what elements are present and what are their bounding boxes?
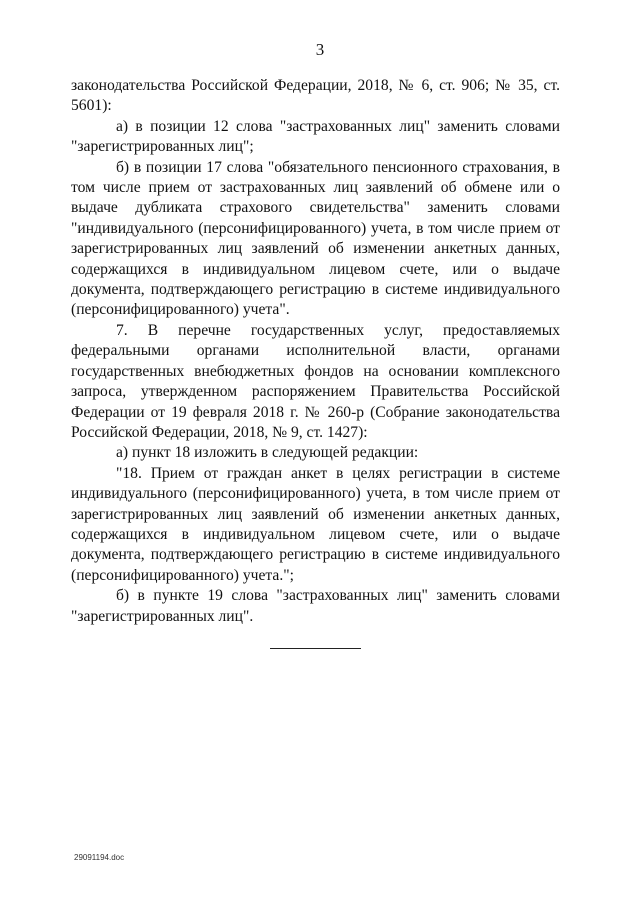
paragraph-point-18-text: "18. Прием от граждан анкет в целях регистрации в системе индивидуального (персонифицированного) учета, в том числе прием от зарегистрированных лиц заявлений об изменении анкетных данных, содержащихся в индивидуальном лицевом счете, или о выдаче документа, подтверждающего регистрацию в системе индивидуального (персонифицированного) учета.";	[71, 464, 560, 584]
paragraph-item-a-point-18: а) пункт 18 изложить в следующей редакции:	[116, 444, 419, 462]
paragraph-citation-continuation: законодательства Российской Федерации, 2018, № 6, ст. 906; № 35, ст. 5601):	[71, 77, 560, 115]
paragraph-item-b-point-19: б) в пункте 19 слова "застрахованных лиц" заменить словами "зарегистрированных лиц".	[71, 587, 560, 625]
paragraph-point-7: 7. В перечне государственных услуг, предоставляемых федеральными органами исполнительной власти, органами государственных внебюджетных фондов на основании комплексного запроса, утвержденном распоряжением Правительства Российской Федерации от 19 февраля 2018 г. № 260-р (Собрание законодательства Российской Федерации, 2018, № 9, ст. 1427):	[71, 321, 560, 441]
paragraph-item-a-position-12: а) в позиции 12 слова "застрахованных лиц" заменить словами "зарегистрированных лиц";	[71, 117, 560, 156]
paragraph-item-b-position-17: б) в позиции 17 слова "обязательного пенсионного страхования, в том числе прием от застрахованных лиц заявлений об обмене или о выдаче дубликата страхового свидетельства" заменить словами "индивидуального (персонифицированного) учета, в том числе прием от зарегистрированных лиц заявлений об изменении анкетных данных, содержащихся в индивидуальном лицевом счете, или о выдаче документа, подтверждающего регистрацию в системе индивидуального (персонифицированного) учета".	[71, 158, 560, 319]
page-number: 3	[315, 40, 325, 59]
separator-line	[270, 648, 361, 649]
document-body	[71, 76, 560, 627]
footer-filename: 29091194.doc	[74, 853, 125, 862]
